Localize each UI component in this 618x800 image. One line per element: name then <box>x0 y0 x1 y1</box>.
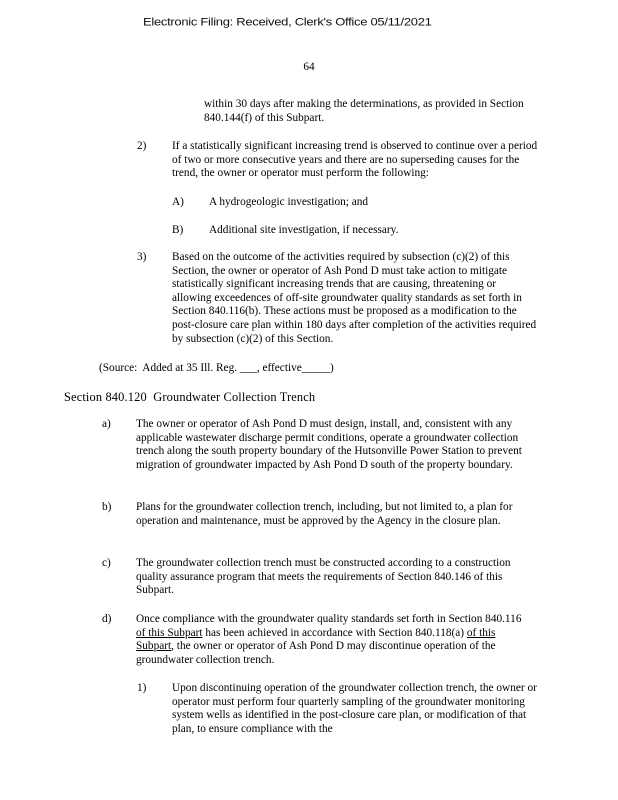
item-3-text: Based on the outcome of the activities required by subsection (c)(2) of this Section, the owner or operator of Ash Pond D must take action to mitigate statistically significant increasing trends that are causing, threatening or allowing exceedences of off-site groundwater quality standards as set forth in Section 840.116(b). These actions must be proposed as a modification to the post-closure care plan within 180 days after completion of the activities required by subsection (c)(2) of this Section. <box>172 251 537 345</box>
item-b-text: Plans for the groundwater collection trench, including, but not limited to, a plan for operation and maintenance, must be approved by the Agency in the closure plan. <box>136 501 513 527</box>
item-d-text-middle: has been achieved in accordance with Section 840.118(a) <box>202 626 467 639</box>
source-note: (Source: Added at 35 Ill. Reg. ___, effective_____) <box>99 362 334 374</box>
item-d-underline-2: of this Subpart <box>136 626 496 653</box>
item-c-text: The groundwater collection trench must be constructed according to a construction quality assurance program that meets the requirements of Section 840.146 of this Subpart. <box>136 557 511 597</box>
item-2a-text: A hydrogeologic investigation; and <box>209 196 369 208</box>
item-2a-label: A) <box>172 196 184 208</box>
item-b-label: b) <box>102 501 112 513</box>
item-c-label: c) <box>102 557 111 569</box>
item-2b-text: Additional site investigation, if necessary. <box>209 224 399 236</box>
item-2-text: If a statistically significant increasing trend is observed to continue over a period of two or more consecutive years and there are no superseding causes for the trend, the owner or operator must perform the following: <box>172 140 538 180</box>
item-3-label: 3) <box>137 251 147 263</box>
item-a-text: The owner or operator of Ash Pond D must design, install, and, consistent with any applicable wastewater discharge permit conditions, operate a groundwater collection trench along the south property boundary of the Hutsonville Power Station to prevent migration of groundwater impacted by Ash Pond D south of the property boundary. <box>136 418 522 471</box>
item-d-label: d) <box>102 613 112 625</box>
item-d1-text: Upon discontinuing operation of the groundwater collection trench, the owner or operator must perform four quarterly sampling of the groundwater monitoring system wells as identified in the post-closure care plan, or modification of that plan, to ensure compliance with the <box>172 682 537 735</box>
item-2b-label: B) <box>172 224 184 236</box>
item-d-text-end: , the owner or operator of Ash Pond D may discontinue operation of the groundwater collection trench. <box>136 640 496 666</box>
continuation-text: within 30 days after making the determinations, as provided in Section 840.144(f) of this Subpart. <box>204 98 524 124</box>
item-d1-label: 1) <box>137 682 147 694</box>
item-d-text-start: Once compliance with the groundwater quality standards set forth in Section 840.116 <box>136 613 522 625</box>
section-heading: Section 840.120 Groundwater Collection Trench <box>64 390 316 404</box>
item-a-label: a) <box>102 418 111 430</box>
filing-stamp: Electronic Filing: Received, Clerk's Office 05/11/2021 <box>143 16 432 28</box>
item-2-label: 2) <box>137 140 147 152</box>
item-d-underline-1: of this Subpart <box>136 626 203 639</box>
page-number: 64 <box>303 61 315 73</box>
item-d-text <box>136 613 532 667</box>
